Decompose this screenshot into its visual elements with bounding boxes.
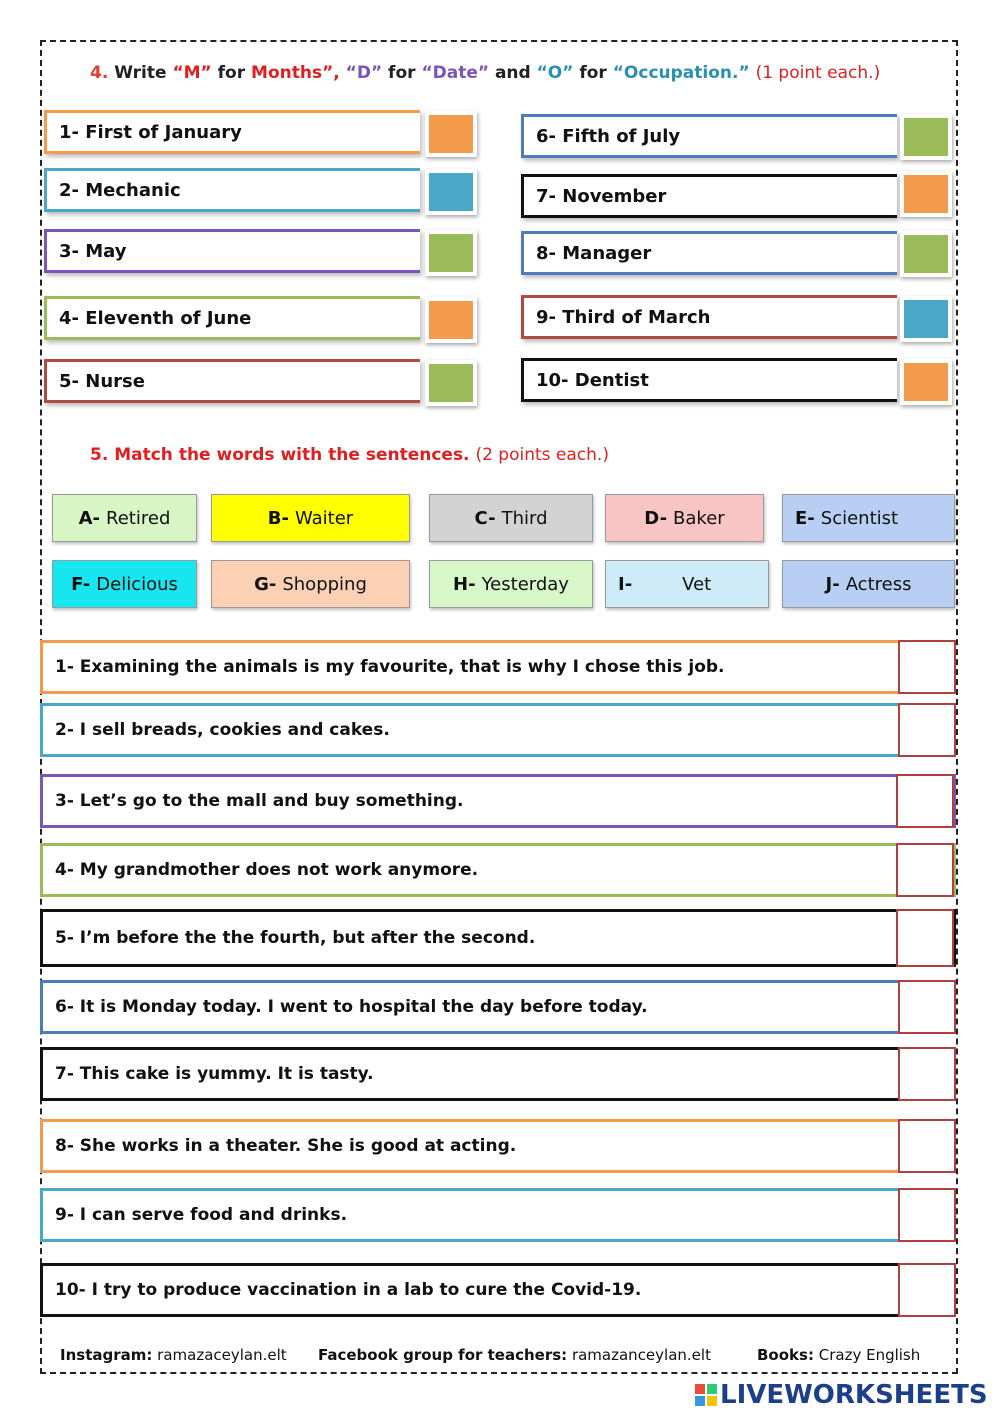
heading-occupation: “Occupation.” — [612, 63, 750, 83]
instagram-label: Instagram: — [60, 1346, 153, 1364]
answer-square-7[interactable] — [900, 171, 952, 217]
sentence-row-5 — [40, 909, 956, 967]
word-chip-g[interactable] — [211, 560, 410, 608]
liveworksheets-logo — [695, 1380, 988, 1410]
answer-square-8[interactable] — [900, 231, 952, 277]
facebook-label: Facebook group for teachers: — [318, 1346, 568, 1364]
chip-word: Baker — [673, 507, 725, 529]
classify-item-label: 5- Nurse — [59, 370, 145, 392]
word-chip-h[interactable] — [429, 560, 593, 608]
heading-for-3: for — [579, 63, 607, 83]
classify-item-label: 8- Manager — [536, 242, 652, 264]
heading-months: Months”, — [251, 63, 340, 83]
footer-facebook — [318, 1346, 711, 1364]
answer-square-9[interactable] — [900, 296, 952, 342]
answer-box-1[interactable] — [898, 640, 956, 694]
chip-word: Vet — [682, 573, 712, 595]
instagram-value: ramazaceylan.elt — [157, 1346, 287, 1364]
classify-item-10 — [521, 358, 897, 402]
sentence-text: 6- It is Monday today. I went to hospital the day before today. — [55, 997, 648, 1017]
sentence-text: 10- I try to produce vaccination in a lab to cure the Covid-19. — [55, 1280, 642, 1300]
heading-and: and — [494, 63, 531, 83]
answer-box-8[interactable] — [898, 1119, 956, 1173]
sentence-text: 2- I sell breads, cookies and cakes. — [55, 720, 390, 740]
chip-letter: I- — [618, 573, 633, 595]
chip-letter: B- — [267, 507, 289, 529]
word-chip-c[interactable] — [429, 494, 593, 542]
word-chip-e[interactable] — [782, 494, 955, 542]
classify-item-label: 10- Dentist — [536, 369, 649, 391]
footer-instagram — [60, 1346, 287, 1364]
answer-box-10[interactable] — [898, 1263, 956, 1317]
chip-word: Scientist — [820, 507, 899, 529]
chip-word: Retired — [106, 507, 171, 529]
books-label: Books: — [757, 1346, 814, 1364]
heading-for-1: for — [217, 63, 246, 83]
classify-item-label: 4- Eleventh of June — [59, 307, 252, 329]
classify-item-8 — [521, 231, 897, 275]
classify-item-label: 9- Third of March — [536, 306, 711, 328]
section4-number: 4. — [90, 63, 109, 83]
answer-square-4[interactable] — [425, 297, 477, 343]
sentence-text: 1- Examining the animals is my favourite, that is why I chose this job. — [55, 657, 725, 677]
answer-box-4[interactable] — [896, 843, 954, 897]
sentence-row-2 — [40, 703, 956, 757]
classify-item-7 — [521, 174, 897, 218]
classify-item-9 — [521, 295, 897, 339]
chip-word: Actress — [845, 573, 912, 595]
heading-for-2: for — [388, 63, 416, 83]
sentence-text: 3- Let’s go to the mall and buy something. — [55, 791, 464, 811]
heading-date: “Date” — [421, 63, 490, 83]
section4-points: (1 point each.) — [755, 63, 881, 83]
word-chip-i[interactable] — [605, 560, 769, 608]
answer-square-3[interactable] — [425, 230, 477, 276]
sentence-text: 4- My grandmother does not work anymore. — [55, 860, 479, 880]
answer-box-6[interactable] — [898, 980, 956, 1034]
sentence-row-4 — [40, 843, 956, 897]
classify-item-label: 2- Mechanic — [59, 179, 181, 201]
section4-heading — [90, 63, 880, 83]
sentence-text: 8- She works in a theater. She is good at acting. — [55, 1136, 517, 1156]
sentence-row-9 — [40, 1188, 956, 1242]
chip-word: Shopping — [282, 573, 367, 595]
classify-item-2 — [44, 168, 420, 212]
chip-letter: D- — [644, 507, 668, 529]
heading-m: “M” — [172, 63, 212, 83]
classify-item-4 — [44, 296, 420, 340]
sentence-row-1 — [40, 640, 956, 694]
classify-item-5 — [44, 359, 420, 403]
answer-square-6[interactable] — [900, 114, 952, 160]
classify-item-label: 7- November — [536, 185, 667, 207]
answer-box-3[interactable] — [896, 774, 954, 828]
footer-books — [757, 1346, 920, 1364]
chip-letter: C- — [474, 507, 496, 529]
word-chip-j[interactable] — [782, 560, 955, 608]
answer-square-10[interactable] — [900, 359, 952, 405]
chip-letter: H- — [453, 573, 476, 595]
classify-item-6 — [521, 114, 897, 158]
word-chip-d[interactable] — [605, 494, 764, 542]
section5-points: (2 points each.) — [475, 445, 609, 465]
answer-square-2[interactable] — [425, 169, 477, 215]
heading-o: “O” — [536, 63, 574, 83]
section5-title: 5. Match the words with the sentences. — [90, 445, 470, 465]
classify-item-1 — [44, 110, 420, 154]
books-value: Crazy English — [818, 1346, 921, 1364]
word-chip-b[interactable] — [211, 494, 410, 542]
chip-letter: A- — [78, 507, 101, 529]
chip-word: Third — [501, 507, 548, 529]
word-chip-f[interactable] — [52, 560, 197, 608]
answer-square-1[interactable] — [425, 111, 477, 157]
logo-text: LIVEWORKSHEETS — [720, 1380, 988, 1410]
heading-write: Write — [114, 63, 167, 83]
word-chip-a[interactable] — [52, 494, 197, 542]
sentence-text: 7- This cake is yummy. It is tasty. — [55, 1064, 374, 1084]
section5-heading — [90, 445, 609, 465]
classify-item-label: 6- Fifth of July — [536, 125, 681, 147]
classify-item-3 — [44, 229, 420, 273]
chip-word: Yesterday — [481, 573, 569, 595]
logo-mark-icon — [695, 1384, 717, 1406]
answer-box-7[interactable] — [898, 1047, 956, 1101]
sentence-row-8 — [40, 1119, 956, 1173]
answer-box-5[interactable] — [896, 909, 954, 967]
classify-item-label: 1- First of January — [59, 121, 242, 143]
chip-word: Delicious — [96, 573, 178, 595]
facebook-value: ramazanceylan.elt — [571, 1346, 711, 1364]
heading-d: “D” — [345, 63, 383, 83]
sentence-row-6 — [40, 980, 956, 1034]
chip-letter: E- — [795, 507, 815, 529]
chip-word: Waiter — [294, 507, 354, 529]
answer-box-9[interactable] — [898, 1188, 956, 1242]
chip-letter: G- — [254, 573, 277, 595]
answer-square-5[interactable] — [425, 360, 477, 406]
sentence-text: 9- I can serve food and drinks. — [55, 1205, 348, 1225]
sentence-row-10 — [40, 1263, 956, 1317]
sentence-row-3 — [40, 774, 956, 828]
answer-box-2[interactable] — [898, 703, 956, 757]
chip-letter: F- — [71, 573, 91, 595]
classify-item-label: 3- May — [59, 240, 127, 262]
sentence-text: 5- I’m before the the fourth, but after the second. — [55, 928, 536, 948]
sentence-row-7 — [40, 1047, 956, 1101]
chip-letter: J- — [825, 573, 840, 595]
